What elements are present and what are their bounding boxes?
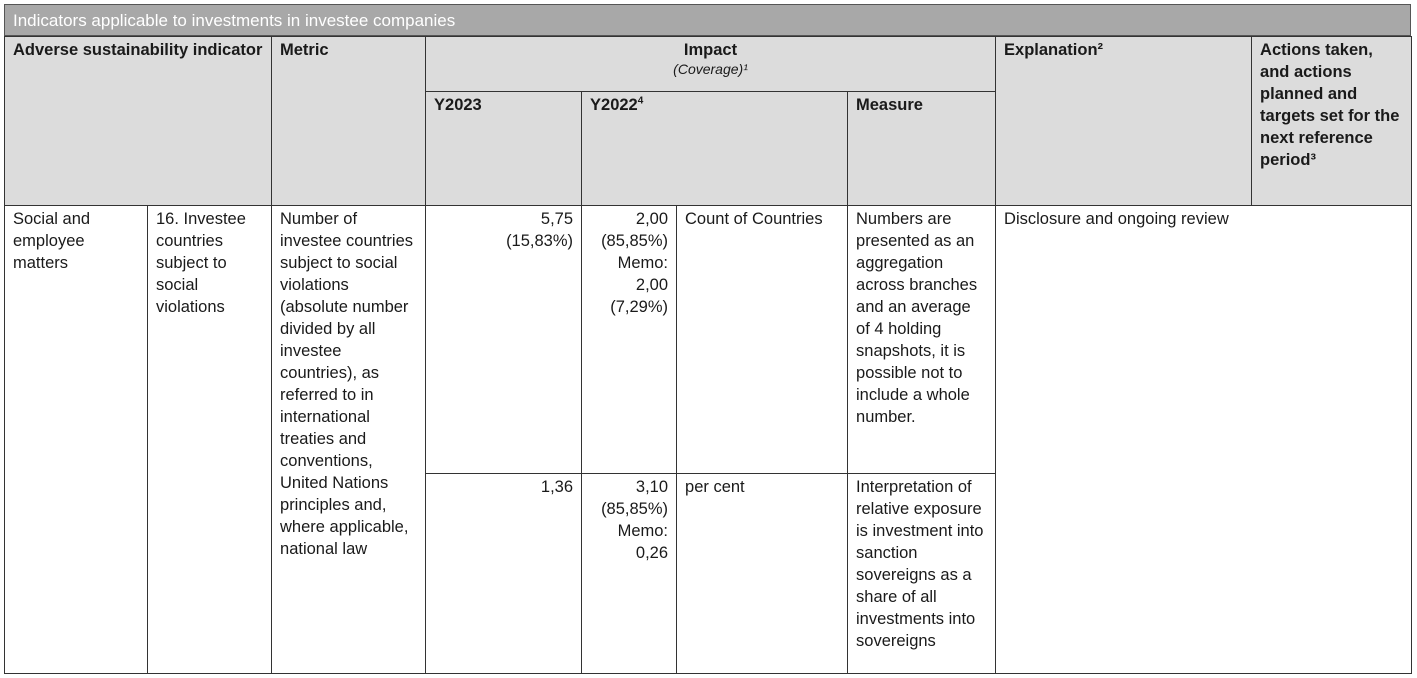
y2022-count-memo-coverage: (7,29%)	[610, 298, 669, 316]
y2022-percent-memo-value: 0,26	[635, 544, 669, 562]
cell-measure-percent: Interpretation of relative exposure is investment into sanction sovereigns as a share of all investments into sovereigns	[848, 474, 996, 674]
header-y2022-footnote: 4	[637, 95, 644, 107]
header-explanation: Explanation²	[996, 37, 1252, 206]
header-measure: Measure	[848, 92, 996, 206]
header-impact-label: Impact	[683, 41, 738, 59]
header-y2023: Y2023	[426, 92, 582, 206]
cell-indicator: 16. Investee countries subject to social violations	[148, 206, 272, 674]
y2023-count-value: 5,75	[540, 210, 574, 228]
y2022-count-coverage: (85,85%)	[601, 232, 669, 250]
y2022-percent-value: 3,10	[635, 478, 669, 496]
cell-unit-count: Count of Countries	[677, 206, 848, 474]
y2022-count-memo-label: Memo:	[617, 254, 669, 272]
cell-category: Social and employee matters	[5, 206, 148, 674]
pai-indicator-table	[4, 4, 1413, 678]
y2023-percent-value: 1,36	[540, 478, 574, 496]
header-actions: Actions taken, and actions planned and targets set for the next reference period³	[1252, 37, 1412, 206]
y2022-percent-coverage: (85,85%)	[601, 500, 669, 518]
indicator-grid	[4, 36, 1412, 674]
cell-metric: Number of investee countries subject to social violations (absolute number divided by all investee countries), as referred to in international treaties and conventions, United Nations principles and, where applicable, national law	[272, 206, 426, 674]
cell-y2022-percent	[582, 474, 677, 674]
y2022-count-memo-value: 2,00	[635, 276, 669, 294]
cell-explanation: Disclosure and ongoing review	[996, 206, 1412, 674]
cell-y2023-percent	[426, 474, 582, 674]
header-adverse-indicator: Adverse sustainability indicator	[5, 37, 272, 206]
y2023-count-coverage: (15,83%)	[506, 232, 574, 250]
cell-y2023-count	[426, 206, 582, 474]
header-metric: Metric	[272, 37, 426, 206]
header-y2022-label: Y2022	[590, 96, 638, 114]
cell-y2022-count	[582, 206, 677, 474]
cell-unit-percent: per cent	[677, 474, 848, 674]
header-y2022	[582, 92, 848, 206]
y2022-count-value: 2,00	[635, 210, 669, 228]
section-title-band: Indicators applicable to investments in investee companies	[4, 4, 1411, 36]
y2022-percent-memo-label: Memo:	[617, 522, 669, 540]
header-coverage-label: (Coverage)¹	[673, 61, 748, 77]
header-impact	[426, 37, 996, 92]
cell-measure-count: Numbers are presented as an aggregation across branches and an average of 4 holding snapshots, it is possible not to include a whole number.	[848, 206, 996, 474]
